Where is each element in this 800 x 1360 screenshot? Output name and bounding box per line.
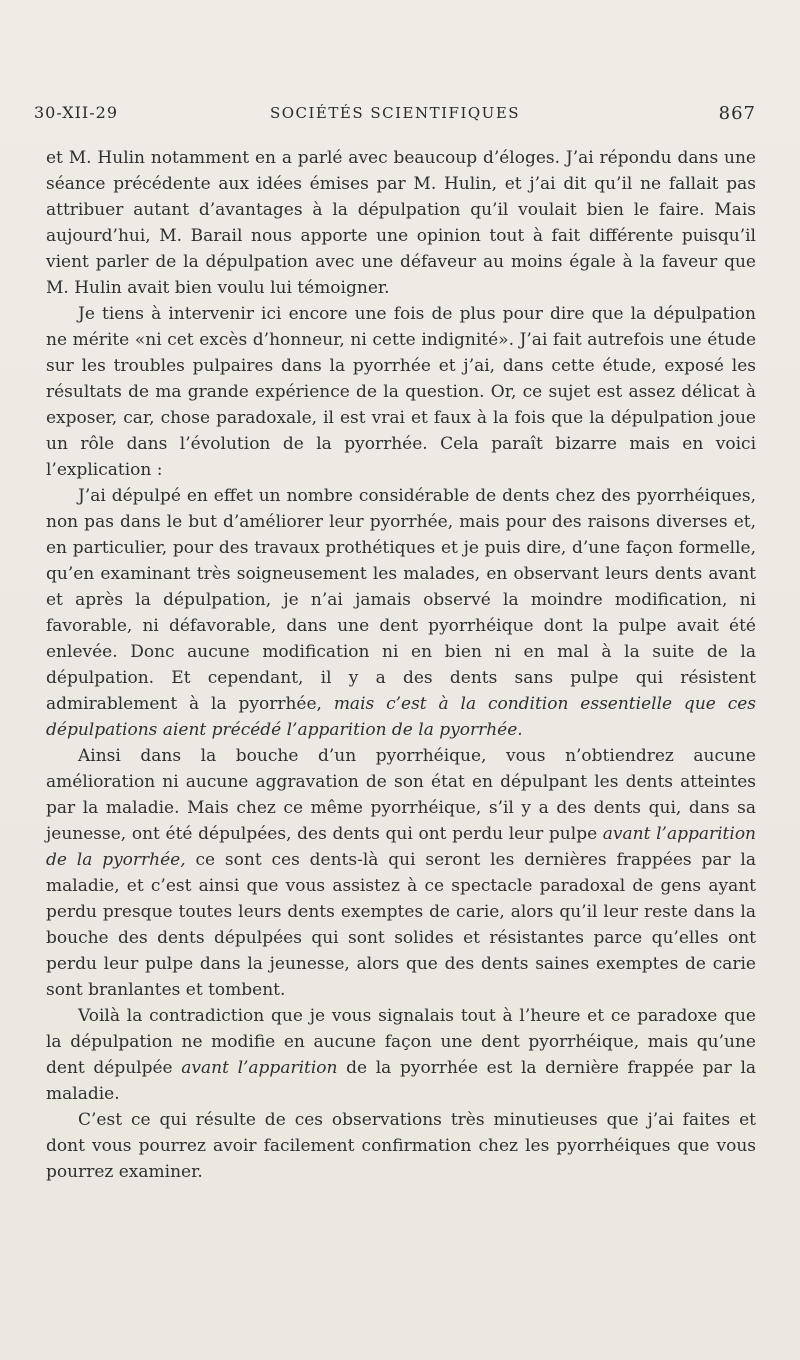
paragraph-text: de la pyorrhée est la dernière frappée par la maladie.: [46, 1058, 757, 1104]
italic-emphasis: avant l’apparition de la pyorrhée,: [46, 824, 756, 870]
paragraph-text: Voilà la contradiction que je vous signalais tout à l’heure et ce paradoxe que la dépulpation ne modifie en aucune façon une dent pyorrhéique, mais qu’une dent dépulpée: [46, 1006, 756, 1078]
paragraph-1: [46, 145, 756, 301]
paragraph-3: [46, 483, 756, 743]
paragraph-text: et M. Hulin notamment en a parlé avec beaucoup d’éloges. J’ai répondu dans une séance précédente aux idées émises par M. Hulin, et j’ai dit qu’il ne fallait pas attribuer autant d’avantages à la dépulpation qu’il voulait bien le faire. Mais aujourd’hui, M. Barail nous apporte une opinion tout à fait différente puisqu’il vient parler de la dépulpation avec une défaveur au moins égale à la faveur que M. Hulin avait bien voulu lui témoigner.: [46, 148, 756, 298]
paragraph-text: Ainsi dans la bouche d’un pyorrhéique, vous n’obtiendrez aucune amélioration ni aucune aggravation de son état en dépulpant les dents atteintes par la maladie. Mais chez ce même pyorrhéique, s’il y a des dents qui, dans sa jeunesse, ont été dépulpées, des dents qui ont perdu leur pulpe: [46, 746, 756, 844]
italic-emphasis: mais c’est à la condition essentielle que ces dépulpations aient précédé l’apparition de la pyorrhée.: [46, 694, 757, 740]
paragraph-text: Je tiens à intervenir ici encore une fois de plus pour dire que la dépulpation ne mérite «ni cet excès d’honneur, ni cette indignité». J’ai fait autrefois une étude sur les troubles pulpaires dans la pyorrhée et j’ai, dans cette étude, exposé les résultats de ma grande expérience de la question. Or, ce sujet est assez délicat à exposer, car, chose paradoxale, il est vrai et faux à la fois que la dépulpation joue un rôle dans l’évolution de la pyorrhée. Cela paraît bizarre mais en voici l’explication :: [46, 304, 756, 480]
paragraph-2: [46, 301, 756, 483]
paragraph-text: C’est ce qui résulte de ces observations très minutieuses que j’ai faites et dont vous pourrez avoir facilement confirmation chez les pyorrhéiques que vous pourrez examiner.: [46, 1110, 756, 1182]
paragraph-4: [46, 743, 756, 1003]
paragraph-5: [46, 1003, 756, 1107]
paragraph-text: J’ai dépulpé en effet un nombre considérable de dents chez des pyorrhéiques, non pas dans le but d’améliorer leur pyorrhée, mais pour des raisons diverses et, en particulier, pour des travaux prothétiques et je puis dire, d’une façon formelle, qu’en examinant très soigneusement les malades, en observant leurs dents avant et après la dépulpation, je n’ai jamais observé la moindre modification, ni favorable, ni défavorable, dans une dent pyorrhéique dont la pulpe avait été enlevée. Donc aucune modification ni en bien ni en mal à la suite de la dépulpation. Et cependant, il y a des dents sans pulpe qui résistent admirablement à la pyorrhée,: [46, 486, 756, 714]
paragraph-6: [46, 1107, 756, 1185]
italic-emphasis: avant l’apparition: [181, 1058, 338, 1078]
page-number: 867: [718, 103, 756, 124]
running-head: [34, 103, 756, 131]
header-date: 30-XII-29: [34, 103, 118, 122]
paragraph-text: ce sont ces dents-là qui seront les dernières frappées par la maladie, et c’est ainsi que vous assistez à ce spectacle paradoxal de gens ayant perdu presque toutes leurs dents exemptes de carie, alors qu’il leur reste dans la bouche des dents dépulpées qui sont solides et résistantes parce qu’elles ont perdu leur pulpe dans la jeunesse, alors que des dents saines exemptes de carie sont branlantes et tombent.: [46, 850, 756, 1000]
body-text: [46, 145, 756, 1185]
header-title: SOCIÉTÉS SCIENTIFIQUES: [269, 104, 521, 122]
